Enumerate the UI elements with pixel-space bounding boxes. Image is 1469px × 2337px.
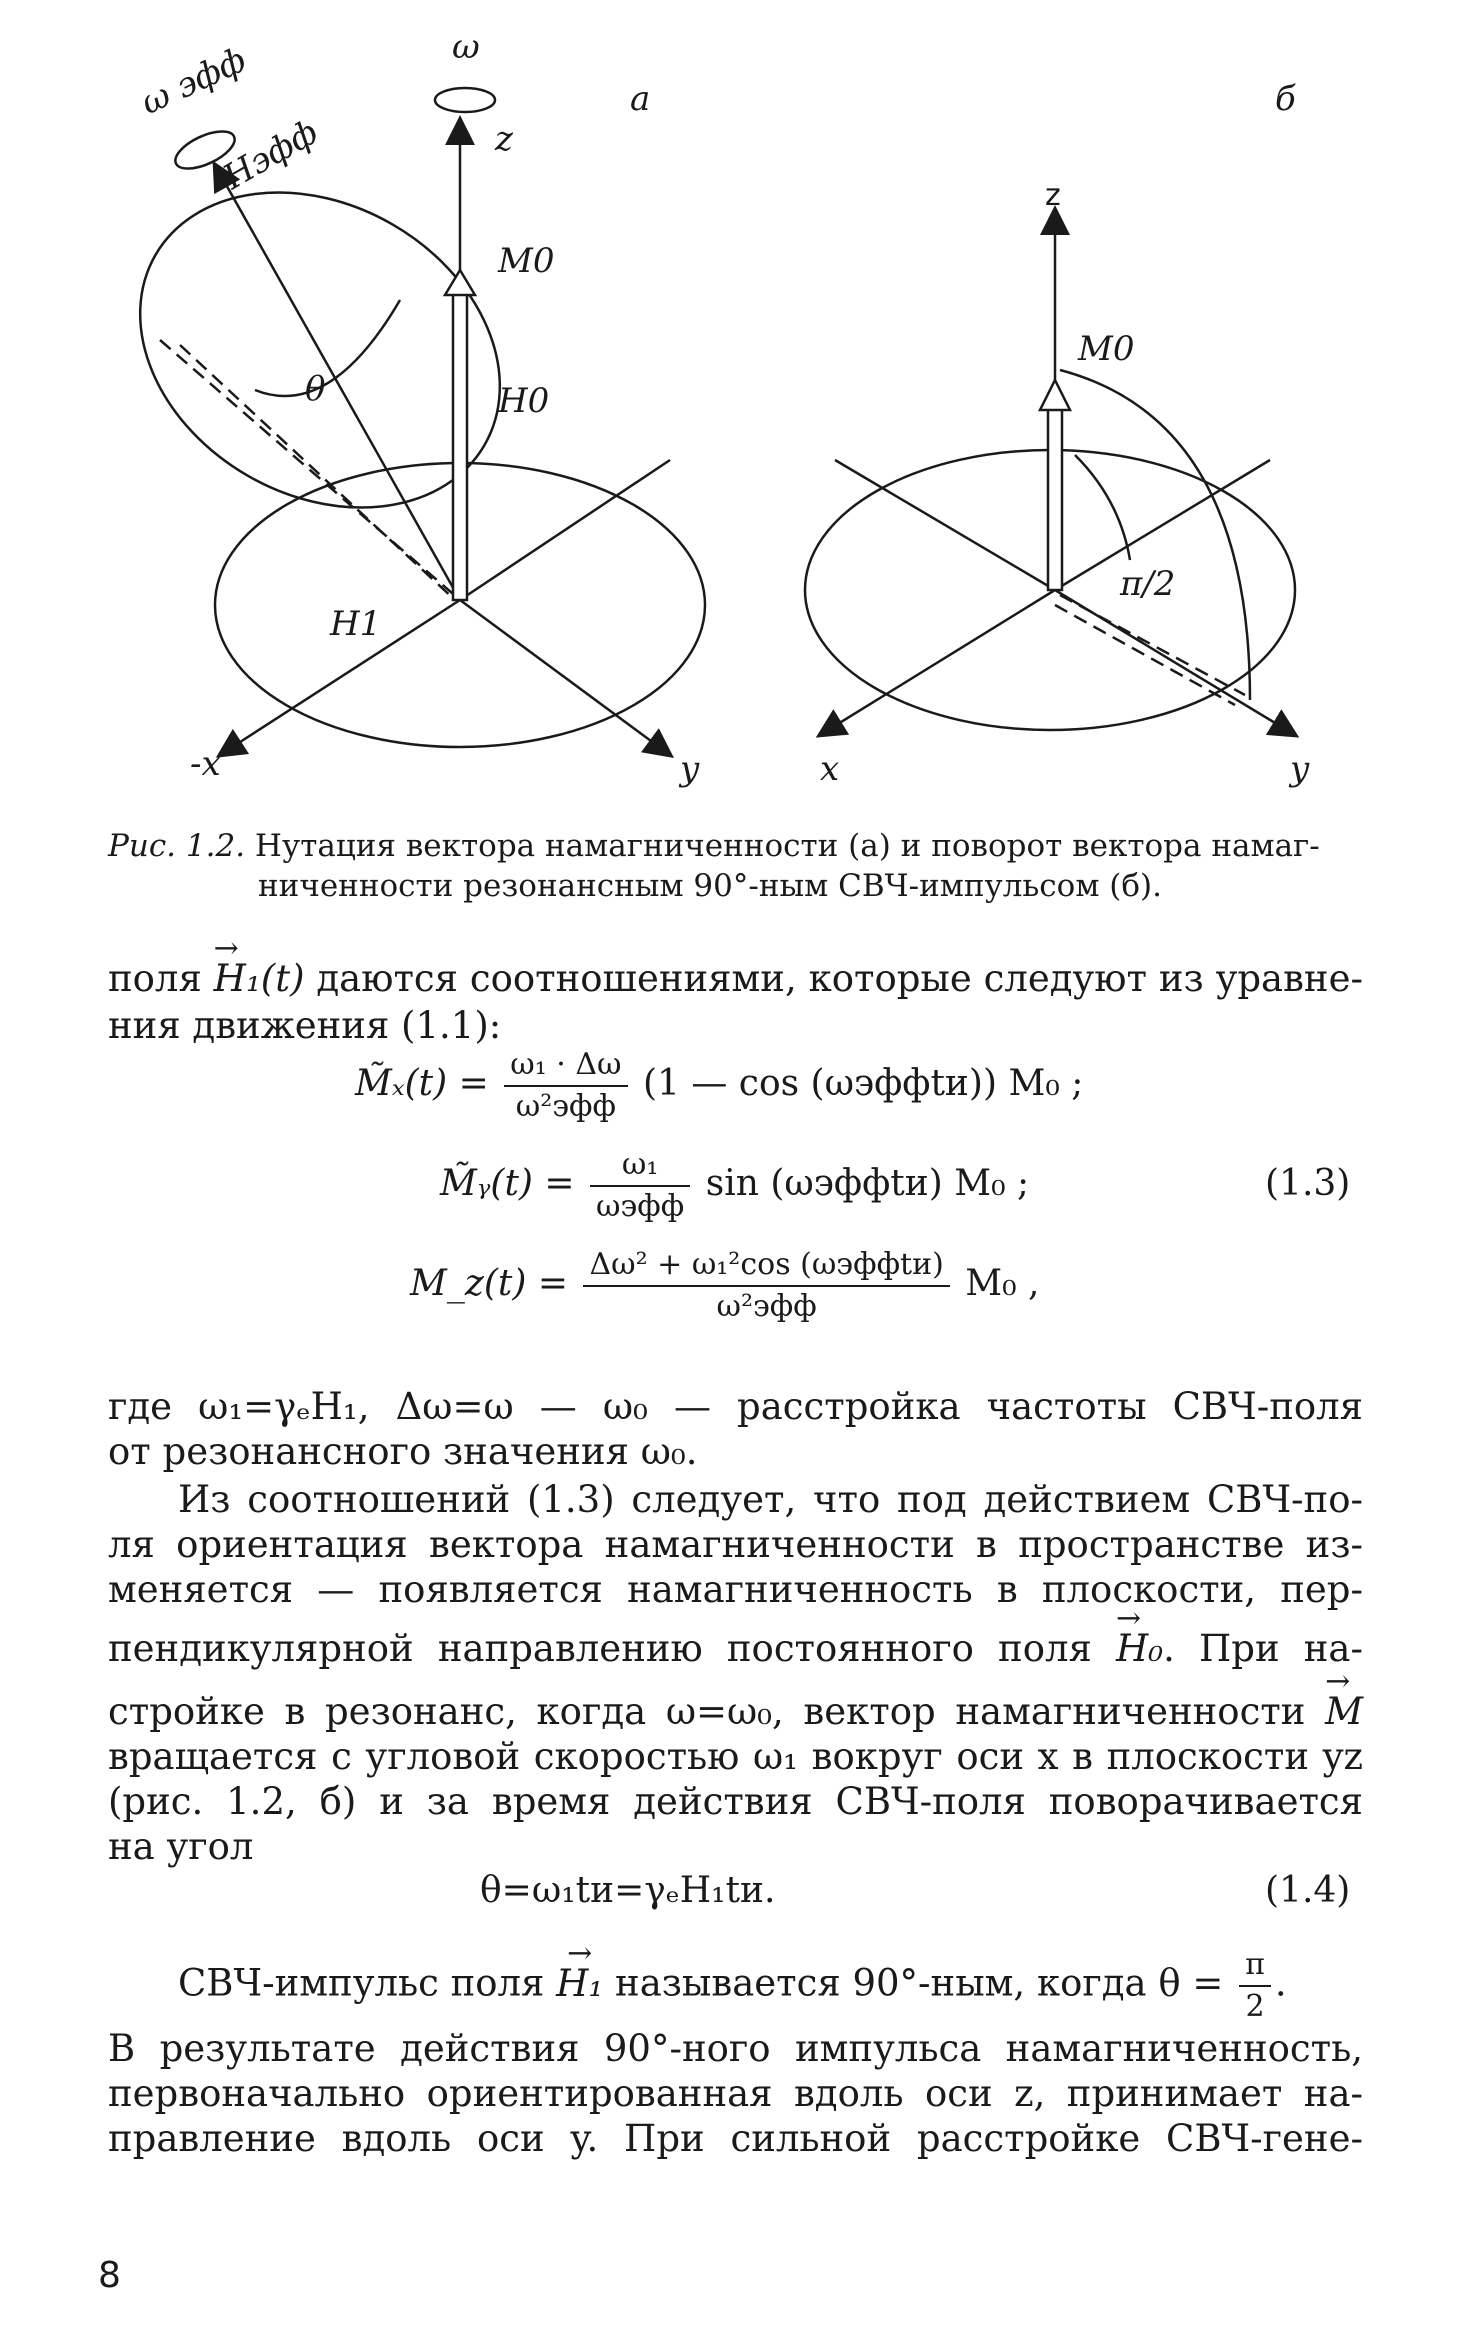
p1-text-b: даются соотношениями, которые следуют из уравне- xyxy=(304,957,1363,1000)
panel-a-m0-head xyxy=(445,270,475,295)
label-z-b: z xyxy=(1045,178,1061,213)
paragraph-3-line-3: меняется — появляется намагниченность в плоскости, пер- xyxy=(108,1568,1363,1611)
paragraph-4 xyxy=(108,1945,1363,2027)
label-y-b: y xyxy=(1290,749,1310,789)
label-theta: θ xyxy=(305,369,326,409)
panel-a-heff-axis xyxy=(215,165,460,600)
panel-b-dashed-1 xyxy=(1060,595,1245,695)
equation-number-1-3: (1.3) xyxy=(1265,1163,1351,1204)
equation-my xyxy=(440,1145,1029,1227)
pi-half-fraction xyxy=(1239,1945,1271,2027)
paragraph-3-line-1: Из соотношений (1.3) следует, что под действием СВЧ-по- xyxy=(178,1478,1363,1521)
pi-numerator: π xyxy=(1239,1945,1271,1987)
label-omega: ω xyxy=(452,27,480,67)
paragraph-1-line-1 xyxy=(108,955,1363,1002)
p4-period: . xyxy=(1274,1961,1287,2005)
panel-b-pi-arc xyxy=(1075,455,1130,560)
label-pi-half: π/2 xyxy=(1120,564,1176,604)
label-minus-x: -x xyxy=(190,744,221,784)
eq3-lhs: M_z(t) = xyxy=(410,1263,568,1304)
paragraph-5-line-1: В результате действия 90°-ного импульса намагниченность, xyxy=(108,2027,1363,2070)
paragraph-1-line-2: ния движения (1.1): xyxy=(108,1004,502,1047)
equation-mx xyxy=(355,1045,1083,1127)
panel-a-diagram xyxy=(83,88,705,755)
eq1-lhs: M̃ₓ(t) = xyxy=(355,1063,489,1104)
paragraph-3-line-5 xyxy=(108,1688,1363,1735)
eq2-lhs: M̃ᵧ(t) = xyxy=(440,1163,575,1204)
caption-ref: Рис. 1.2. xyxy=(108,828,246,864)
panel-a-back-axis xyxy=(460,460,670,600)
pi-denominator: 2 xyxy=(1245,1989,1265,2024)
panel-b-back-axis-2 xyxy=(835,460,1055,590)
paragraph-3-line-8: на угол xyxy=(108,1825,254,1868)
eq3-rhs: M₀ , xyxy=(965,1263,1040,1304)
paragraph-3-line-4 xyxy=(108,1625,1363,1672)
panel-b-label: б xyxy=(1275,79,1296,119)
eq2-fraction xyxy=(590,1145,690,1227)
eq3-denominator: ω²эфф xyxy=(716,1289,817,1324)
p4-text-b: называется 90°-ным, когда θ = xyxy=(603,1961,1236,2005)
eq1-fraction xyxy=(504,1045,627,1127)
label-h0-a: H0 xyxy=(498,381,550,421)
label-h1: H1 xyxy=(330,604,382,644)
p3-line5-text: стройке в резонанс, когда ω=ω₀, вектор намагниченности xyxy=(108,1690,1326,1733)
paragraph-3-line-2: ля ориентация вектора намагниченности в пространстве из- xyxy=(108,1523,1363,1566)
panel-a-y-axis xyxy=(460,600,670,755)
equation-number-1-4: (1.4) xyxy=(1265,1870,1351,1911)
eq3-fraction xyxy=(583,1245,949,1327)
symbol-m: → M xyxy=(1325,1688,1363,1735)
eq3-numerator: Δω² + ω₁²cos (ωэффtи) xyxy=(583,1245,949,1287)
equation-theta: θ=ω₁tи=γₑH₁tи. xyxy=(480,1870,776,1911)
caption-line-2: ниченности резонансным 90°-ным СВЧ-импульсом (б). xyxy=(258,868,1163,904)
label-z-a: z xyxy=(495,119,513,159)
paragraph-2-line-1: где ω₁=γₑH₁, Δω=ω — ω₀ — расстройка частоты СВЧ-поля xyxy=(108,1385,1363,1428)
eq1-denominator: ω²эфф xyxy=(515,1089,617,1124)
label-omega-eff: ω эфф xyxy=(134,40,253,124)
label-m0-b: M0 xyxy=(1078,329,1135,369)
panel-b-m0-head xyxy=(1040,380,1070,410)
paragraph-5-line-3: правление вдоль оси y. При сильной расстройке СВЧ-гене- xyxy=(108,2117,1363,2160)
p3-line4-text-b: . При на- xyxy=(1163,1627,1363,1670)
figure-svg xyxy=(0,0,1469,810)
panel-b-dashed-2 xyxy=(1055,605,1235,705)
p1-text-a: поля xyxy=(108,957,214,1000)
symbol-h0: → H₀ xyxy=(1116,1625,1163,1672)
paragraph-2-line-2: от резонансного значения ω₀. xyxy=(108,1430,698,1473)
eq1-rhs: (1 — cos (ωэффtи)) M₀ ; xyxy=(642,1063,1084,1104)
panel-b-m0-vector xyxy=(1048,405,1062,590)
symbol-h1: → H₁ xyxy=(556,1960,603,2007)
panel-a-m0-vector xyxy=(453,290,467,600)
eq1-numerator: ω₁ · Δω xyxy=(504,1045,627,1087)
label-x-b: x xyxy=(820,749,840,789)
figure-1-2 xyxy=(0,0,1469,810)
paragraph-5-line-2: первоначально ориентированная вдоль оси z, принимает на- xyxy=(108,2072,1363,2115)
label-y-a: y xyxy=(680,749,700,789)
eq2-numerator: ω₁ xyxy=(590,1145,690,1187)
caption-line-1: Нутация вектора намагниченности (а) и поворот вектора намаг- xyxy=(254,828,1320,864)
equation-mz xyxy=(410,1245,1039,1327)
page-number: 8 xyxy=(98,2255,121,2296)
label-m0-a: M0 xyxy=(498,241,555,281)
p4-text-a: СВЧ-импульс поля xyxy=(178,1961,557,2005)
eq2-rhs: sin (ωэффtи) M₀ ; xyxy=(705,1163,1030,1204)
p3-line4-text-a: пендикулярной направлению постоянного поля xyxy=(108,1627,1116,1670)
figure-caption xyxy=(108,826,1358,906)
panel-a-theta-arc xyxy=(255,300,400,396)
panel-b-diagram xyxy=(805,210,1295,735)
panel-a-omega-loop xyxy=(435,88,495,112)
paragraph-3-line-7: (рис. 1.2, б) и за время действия СВЧ-поля поворачивается xyxy=(108,1780,1363,1823)
symbol-h1t: → H₁(t) xyxy=(214,955,305,1002)
paragraph-3-line-6: вращается с угловой скоростью ω₁ вокруг оси x в плоскости yz xyxy=(108,1735,1363,1778)
label-h-eff: Hэфф xyxy=(216,112,325,198)
panel-a-label: а xyxy=(630,79,651,119)
eq2-denominator: ωэфф xyxy=(596,1189,685,1224)
